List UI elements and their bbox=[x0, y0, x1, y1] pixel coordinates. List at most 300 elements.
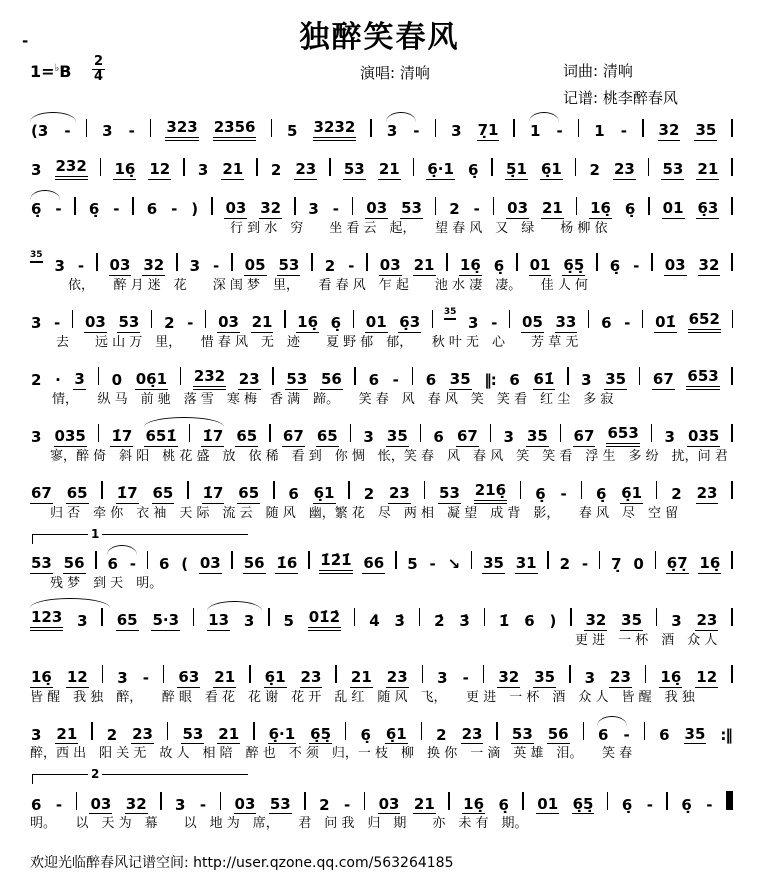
note-group: 23 bbox=[295, 160, 317, 179]
barline bbox=[491, 158, 493, 176]
note-group: - bbox=[706, 795, 713, 814]
barline bbox=[350, 424, 352, 442]
note-group: - bbox=[581, 554, 589, 573]
final-barline bbox=[726, 791, 733, 810]
barline bbox=[86, 119, 88, 137]
barline bbox=[220, 792, 222, 810]
note-group: 5·3 bbox=[152, 610, 180, 629]
note-group: 53 bbox=[118, 313, 140, 332]
barline bbox=[272, 367, 274, 385]
note-group: 232 bbox=[55, 157, 88, 180]
barline bbox=[256, 158, 258, 176]
note-group: 2 bbox=[589, 161, 600, 180]
lyrics-row: 更 进 一 杯 酒 众 人 bbox=[575, 632, 718, 648]
barline bbox=[132, 197, 134, 215]
note-group: - bbox=[187, 314, 194, 333]
barline bbox=[642, 119, 644, 137]
note-group: - bbox=[129, 554, 136, 573]
note-group: 32 bbox=[143, 256, 165, 275]
barline bbox=[578, 119, 580, 137]
note-group: 653 bbox=[606, 424, 639, 447]
note-group: 53 bbox=[286, 370, 308, 389]
note-group: - bbox=[343, 795, 351, 814]
key-note: B bbox=[59, 62, 72, 81]
singer-credit: 演唱: 清响 bbox=[360, 64, 430, 82]
note-group: 32 bbox=[585, 610, 607, 629]
barline bbox=[655, 551, 657, 569]
volta-number: 2 bbox=[88, 767, 102, 781]
lyrics-row: 醉，西 出 阳 关 无 故 人 相 陪 醉 也 不 须 归，一 枝 柳 换 你 一 滴 英 雄 泪。 笑 春 bbox=[30, 746, 633, 762]
note-group: ↘ bbox=[447, 554, 461, 573]
note-group: 56 bbox=[243, 553, 265, 572]
note-group: 3 bbox=[451, 122, 462, 141]
note-group: - bbox=[620, 122, 627, 141]
note-group: - bbox=[64, 122, 71, 141]
note-group: 53 bbox=[278, 256, 300, 275]
note-group: 05 bbox=[522, 313, 543, 332]
note-group: 06̣1 bbox=[135, 370, 168, 389]
barline bbox=[98, 424, 100, 442]
note-group: 2 bbox=[270, 161, 282, 180]
note-group: 16̣ bbox=[699, 553, 721, 572]
notation-row bbox=[30, 420, 733, 447]
note-group: 6̣ bbox=[609, 257, 621, 276]
note-group: 3 bbox=[117, 668, 128, 687]
note-group: 03 bbox=[664, 256, 686, 275]
barline bbox=[644, 722, 646, 740]
barline bbox=[420, 424, 422, 442]
note-group: 23 bbox=[461, 724, 483, 743]
note-group: 035 bbox=[687, 427, 720, 445]
note-group: 6̣ bbox=[621, 795, 633, 814]
barline bbox=[484, 608, 486, 626]
barline bbox=[352, 197, 354, 215]
note-group: 6̣5̣ bbox=[310, 724, 332, 743]
volta-number: 1 bbox=[88, 527, 102, 541]
note-group: 03 bbox=[507, 199, 529, 218]
barline bbox=[731, 608, 733, 626]
note-group: 23 bbox=[610, 667, 631, 686]
note-group: 1̇7 bbox=[202, 427, 224, 445]
grace-note: 35 bbox=[444, 307, 457, 320]
barline bbox=[147, 551, 149, 569]
note-group: 6̣ bbox=[360, 725, 371, 744]
note-group: 16̣ bbox=[114, 160, 136, 179]
lyrics-row: 依， 醉 月 迷 花 深 闺 梦 里， 看 春 风 乍 起 池 水 凄 凄。 佳 人 何 bbox=[68, 277, 588, 293]
barline bbox=[354, 608, 356, 626]
note-group: 3 bbox=[189, 257, 201, 276]
barline bbox=[520, 481, 522, 499]
note-group: 21 bbox=[214, 667, 236, 686]
barline bbox=[435, 197, 437, 215]
notation-row bbox=[30, 717, 733, 744]
note-group: - bbox=[462, 668, 469, 687]
note-group: 6̣1 bbox=[385, 724, 407, 743]
barline bbox=[335, 665, 337, 683]
volta-bracket bbox=[32, 767, 248, 784]
note-group: 53 bbox=[511, 724, 533, 743]
note-group: 65 bbox=[238, 483, 260, 502]
note-group: 23 bbox=[386, 667, 408, 686]
note-group: 16̣ bbox=[31, 667, 52, 686]
barline bbox=[193, 608, 195, 626]
note-group: 03 bbox=[379, 256, 401, 275]
barline bbox=[308, 551, 310, 569]
barline bbox=[95, 551, 97, 569]
note-group: 6̣7̣ bbox=[666, 553, 688, 572]
note-group: 21 bbox=[350, 667, 372, 686]
note-group: 3 bbox=[468, 314, 479, 333]
note-group: - bbox=[77, 257, 85, 276]
score-line bbox=[30, 153, 733, 180]
note-group: 35 bbox=[483, 553, 504, 572]
barline bbox=[651, 424, 653, 442]
note-group: 6̣1 bbox=[264, 667, 286, 686]
note-group: 35 bbox=[386, 427, 408, 445]
note-group: 23 bbox=[696, 610, 718, 629]
note-group: 3 bbox=[31, 428, 42, 446]
note-group: 12 bbox=[696, 667, 718, 686]
note-group: 3̇ bbox=[459, 611, 470, 630]
barline bbox=[421, 722, 423, 740]
barline bbox=[101, 481, 103, 499]
note-group: 3 bbox=[102, 122, 113, 141]
barline bbox=[294, 197, 296, 215]
note-group: 65 bbox=[236, 427, 258, 445]
note-group: 32 bbox=[658, 121, 680, 140]
note-group: 03 bbox=[90, 794, 112, 813]
note-group: 65 bbox=[116, 610, 138, 629]
note-group: - bbox=[332, 200, 339, 219]
notation-row bbox=[30, 661, 733, 688]
note-group: 65 bbox=[316, 427, 338, 445]
barline bbox=[509, 310, 511, 328]
note-group: 03 bbox=[366, 199, 388, 218]
song-title: 独醉笑春风 bbox=[299, 20, 460, 55]
note-group: 33 bbox=[555, 313, 577, 332]
barline bbox=[642, 310, 644, 328]
note-group: 53 bbox=[343, 160, 365, 179]
note-group: 21 bbox=[697, 160, 719, 179]
barline bbox=[76, 792, 78, 810]
barline bbox=[187, 481, 189, 499]
note-group: 32 bbox=[698, 256, 720, 275]
note-group: 65 bbox=[66, 483, 88, 502]
note-group: 23 bbox=[696, 483, 718, 502]
note-group: 323 bbox=[165, 118, 198, 141]
note-group: 16̣ bbox=[660, 667, 682, 686]
lyrics-row: 皆 醒 我 独 醉， 醉 眼 看 花 花 谢 花 开 乱 红 随 风 飞， 更 进 一 杯 酒 众 人 皆 醒 我 独 bbox=[30, 689, 695, 705]
note-group: - bbox=[199, 795, 207, 814]
barline bbox=[102, 665, 104, 683]
note-group: 56 bbox=[320, 370, 342, 389]
note-group: - bbox=[491, 314, 498, 333]
lyrics-row: 残 梦 到 天 明。 bbox=[50, 575, 163, 591]
note-group: 216̣ bbox=[474, 481, 507, 504]
note-group: - bbox=[473, 200, 480, 219]
note-group: - bbox=[429, 554, 436, 573]
note-group: 21 bbox=[413, 794, 435, 813]
barline bbox=[329, 158, 331, 176]
note-group: 01 bbox=[537, 794, 559, 813]
note-group: - bbox=[128, 122, 135, 141]
barline bbox=[353, 310, 355, 328]
barline bbox=[96, 253, 98, 271]
note-group: 3 bbox=[437, 668, 448, 687]
note-group: 3232 bbox=[313, 118, 357, 141]
note-group: - bbox=[55, 200, 62, 219]
time-denominator: 4 bbox=[94, 68, 104, 84]
note-group: 3 bbox=[671, 611, 682, 630]
note-group: 21 bbox=[378, 160, 400, 179]
note-group: 6̣ bbox=[681, 795, 692, 814]
barline bbox=[446, 253, 448, 271]
note-group: 6̣ bbox=[535, 484, 546, 503]
note-group: 21 bbox=[251, 313, 273, 332]
barline bbox=[348, 481, 350, 499]
note-group: 3 bbox=[175, 795, 186, 814]
note-group: 16̣ bbox=[590, 199, 611, 218]
note-group: 67 bbox=[573, 427, 595, 445]
barline bbox=[483, 665, 485, 683]
note-group: 35 bbox=[534, 667, 556, 686]
note-group: 56 bbox=[63, 553, 85, 572]
note-group: 6̣5̣ bbox=[563, 256, 585, 275]
barline bbox=[269, 424, 271, 442]
lyrics-row: 寥，醉 倚 斜 阳 桃 花 盛 放 依 稀 看 到 你 惆 怅，笑 春 风 春 风 笑 笑 看 浮 生 多 纷 扰，问 君 bbox=[50, 448, 728, 464]
notation-row bbox=[30, 363, 733, 390]
note-group: 01̇ bbox=[655, 313, 676, 332]
barline bbox=[731, 253, 733, 271]
barline bbox=[253, 722, 255, 740]
note-group: 03 bbox=[378, 794, 400, 813]
note-group: 3 bbox=[31, 314, 42, 333]
barline bbox=[151, 310, 153, 328]
barline bbox=[639, 367, 641, 385]
barline bbox=[311, 253, 313, 271]
barline bbox=[731, 367, 733, 385]
note-group: 2 bbox=[449, 200, 460, 219]
note-group: 2 bbox=[319, 795, 330, 814]
barline bbox=[560, 424, 562, 442]
barline bbox=[183, 158, 185, 176]
note-group: 21 bbox=[218, 724, 240, 743]
barline bbox=[731, 665, 733, 683]
note-group: 16̣ bbox=[297, 313, 319, 332]
note-group: 1 bbox=[594, 122, 605, 141]
notation-row bbox=[30, 306, 733, 333]
composer-credit: 词曲: 清响 bbox=[563, 62, 633, 80]
note-group: 2 bbox=[106, 725, 118, 744]
note-group: 6̣ bbox=[330, 314, 342, 333]
note-group: 3 bbox=[363, 428, 374, 446]
barline bbox=[645, 665, 647, 683]
barline bbox=[163, 665, 165, 683]
note-group: - bbox=[142, 668, 149, 687]
note-group: 0 bbox=[633, 554, 644, 573]
note-group: 21 bbox=[222, 160, 244, 179]
barline bbox=[576, 197, 578, 215]
barline bbox=[432, 310, 434, 328]
note-group: 67 bbox=[652, 370, 674, 389]
note-group: 13 bbox=[208, 610, 230, 629]
barline bbox=[160, 792, 162, 810]
note-group: 6 bbox=[288, 484, 299, 503]
note-group: 2 bbox=[164, 314, 175, 333]
note-group: · bbox=[55, 371, 61, 390]
barline bbox=[98, 367, 100, 385]
lyrics-row: 归 否 牵 你 衣 袖 天 际 流 云 随 风 幽，繁 花 尽 两 相 凝 望 成 背 影， 春 风 尽 空 留 bbox=[50, 505, 679, 521]
note-group: 1̇2̇1̇ bbox=[319, 551, 352, 574]
note-group: 12 bbox=[149, 160, 171, 179]
note-group: 67 bbox=[282, 427, 304, 445]
notation-row bbox=[30, 787, 733, 814]
barline bbox=[731, 158, 733, 176]
barline bbox=[513, 119, 515, 137]
note-group: 21 bbox=[541, 199, 563, 218]
barline bbox=[588, 310, 590, 328]
volta-bracket bbox=[32, 526, 248, 544]
note-group: 35 bbox=[621, 610, 643, 629]
note-group: 6 bbox=[425, 371, 437, 390]
lyrics-row: 行 到 水 穷 坐 看 云 起， 望 春 风 又 绿 杨 柳 依 bbox=[230, 221, 608, 236]
note-group: 6̣1 bbox=[621, 483, 643, 502]
sheet-header bbox=[0, 0, 759, 106]
notation-row bbox=[30, 604, 733, 631]
note-group: 5̣1 bbox=[506, 160, 527, 179]
score-line bbox=[30, 420, 733, 465]
note-group: 23 bbox=[132, 724, 153, 743]
note-group: 63 bbox=[178, 667, 200, 686]
barline bbox=[490, 424, 492, 442]
note-group: 53 bbox=[401, 199, 422, 218]
note-group: 12 bbox=[66, 667, 88, 686]
note-group: 05 bbox=[244, 256, 266, 275]
note-group: 3 bbox=[31, 725, 42, 744]
notation-row bbox=[30, 153, 733, 180]
note-group: - bbox=[556, 122, 563, 141]
barline bbox=[496, 722, 498, 740]
note-group: - bbox=[633, 257, 640, 276]
barline bbox=[575, 158, 577, 176]
barline bbox=[422, 665, 424, 683]
barline bbox=[607, 792, 609, 810]
note-group: 1̇ bbox=[498, 611, 510, 630]
barline bbox=[100, 158, 102, 176]
note-group: 35 bbox=[605, 370, 627, 389]
barline bbox=[516, 253, 518, 271]
barline bbox=[364, 792, 366, 810]
barline bbox=[211, 197, 213, 215]
repeat-begin-sign: ‖: bbox=[484, 371, 496, 390]
barline bbox=[271, 119, 273, 137]
barline bbox=[569, 665, 571, 683]
barline bbox=[370, 119, 372, 137]
barline bbox=[180, 367, 182, 385]
notation-row bbox=[30, 114, 733, 141]
note-group: 32 bbox=[260, 199, 282, 218]
note-group: ) bbox=[549, 611, 557, 630]
note-group: - bbox=[348, 257, 355, 276]
barline bbox=[493, 197, 495, 215]
note-group: 1̇7 bbox=[111, 427, 133, 445]
barline bbox=[345, 722, 347, 740]
note-group: 67 bbox=[456, 427, 478, 445]
barline bbox=[101, 608, 103, 626]
note-group: 6̣3 bbox=[399, 313, 421, 332]
note-group: 16̣ bbox=[463, 794, 485, 813]
time-numerator: 2 bbox=[94, 54, 104, 69]
note-group: - bbox=[413, 122, 420, 141]
repeat-end-sign: :‖ bbox=[720, 725, 732, 744]
note-group: 6 bbox=[601, 314, 612, 333]
note-group: - bbox=[624, 314, 631, 333]
note-group: 6 bbox=[368, 371, 380, 390]
notation-row bbox=[30, 192, 733, 219]
barline bbox=[205, 310, 207, 328]
barline bbox=[731, 197, 733, 215]
note-group: 5 bbox=[283, 611, 294, 630]
note-group: 53 bbox=[662, 160, 684, 179]
score-line bbox=[30, 526, 733, 592]
note-group: 3̇ bbox=[394, 611, 405, 630]
note-group: 31 bbox=[515, 553, 537, 572]
top-dash: - bbox=[22, 32, 29, 50]
note-group: 35 bbox=[684, 724, 706, 743]
barline bbox=[651, 253, 653, 271]
note-group: 1̇7 bbox=[202, 483, 224, 502]
barline bbox=[74, 197, 76, 215]
barline bbox=[731, 481, 733, 499]
note-group: 6̣1 bbox=[540, 160, 562, 179]
note-group: 7̣1 bbox=[477, 121, 499, 140]
note-group: 3 bbox=[77, 611, 88, 630]
barline bbox=[249, 665, 251, 683]
note-group: 2 bbox=[31, 371, 42, 390]
note-group: 3 bbox=[74, 370, 85, 389]
note-group: 6̣·1 bbox=[268, 724, 296, 743]
barline bbox=[167, 722, 169, 740]
barline bbox=[412, 367, 414, 385]
note-group: 65 bbox=[152, 483, 174, 502]
note-group: 6̣5̣ bbox=[572, 794, 594, 813]
note-group: 1̇6 bbox=[276, 553, 298, 572]
note-group: 2 bbox=[436, 725, 447, 744]
note-group: 0 bbox=[111, 371, 123, 390]
note-group: 61̇ bbox=[533, 370, 555, 389]
note-group: 652 bbox=[688, 310, 721, 333]
note-group: 53 bbox=[182, 724, 204, 743]
note-group: 6 bbox=[159, 554, 170, 573]
note-group: 03 bbox=[199, 553, 221, 572]
note-group: 2 bbox=[559, 554, 571, 573]
note-group: 23 bbox=[613, 160, 635, 179]
note-group: - bbox=[171, 200, 178, 219]
barline bbox=[304, 792, 306, 810]
note-group: 01̇2̇ bbox=[308, 608, 341, 631]
note-group: 6 bbox=[509, 371, 520, 390]
score-line bbox=[30, 114, 733, 141]
barline bbox=[231, 253, 233, 271]
note-group: 16̣ bbox=[459, 256, 481, 275]
barline bbox=[547, 551, 549, 569]
barline bbox=[570, 608, 572, 626]
note-group: 01 bbox=[365, 313, 387, 332]
note-group: 7̣ bbox=[611, 554, 622, 573]
note-group: 6 bbox=[659, 725, 670, 744]
lyrics-row: 明。 以 天 为 幕 以 地 为 席， 君 问 我 归 期 亦 未 有 期。 bbox=[30, 816, 528, 832]
note-group: 3 bbox=[308, 200, 319, 219]
